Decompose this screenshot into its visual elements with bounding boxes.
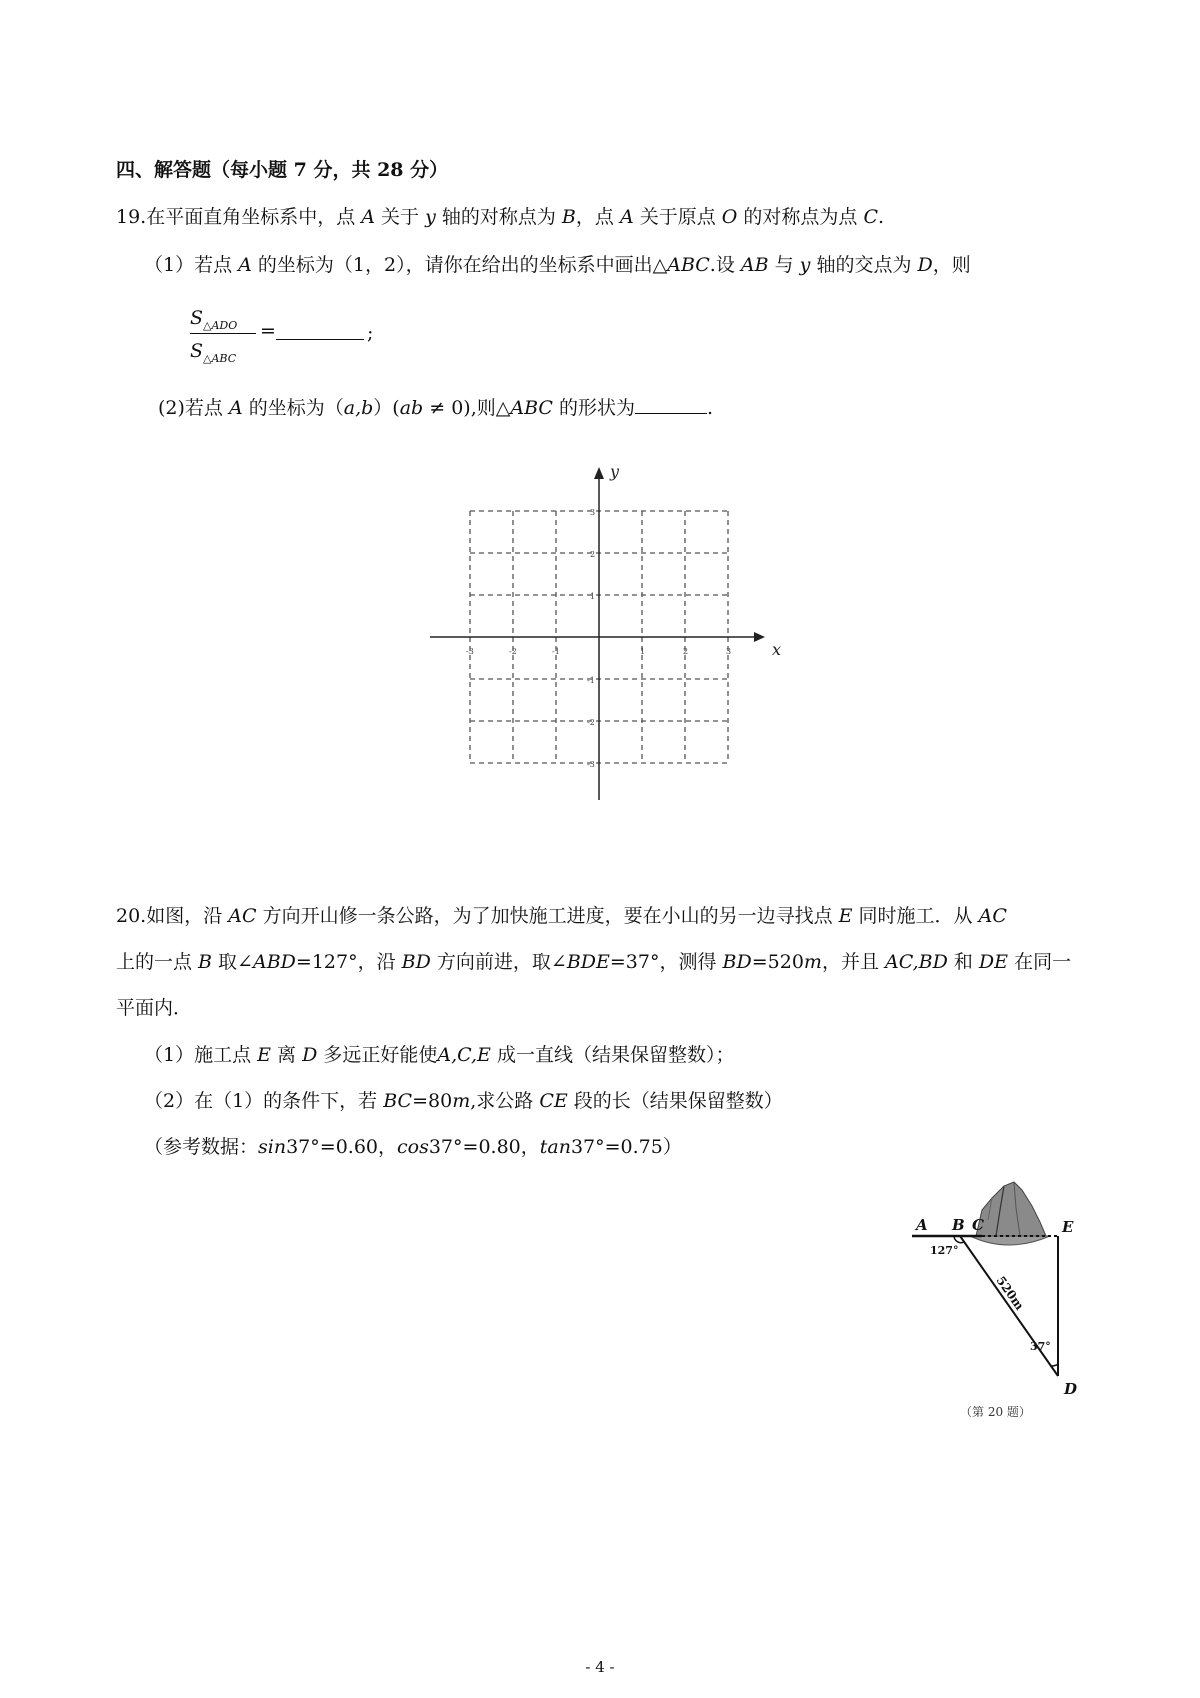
y-axis-arrow [594, 467, 604, 479]
point-b-label: B [952, 1216, 965, 1234]
q20-stem-line-1: 20.如图，沿 AC 方向开山修一条公路，为了加快施工进度，要在小山的另一边寻找点 E 同时施工．从 AC [116, 905, 1007, 927]
x-tick-label: 2 [683, 647, 689, 656]
x-axis-label: x [772, 640, 782, 659]
q19-stem: 19.在平面直角坐标系中，点 A 关于 y 轴的对称点为 B，点 A 关于原点 O 的对称点为点 C. [116, 206, 885, 228]
q20-sub2: （2）在（1）的条件下，若 BC=80m,求公路 CE 段的长（结果保留整数） [144, 1090, 783, 1112]
q20-reference-data: （参考数据：sin37°=0.60，cos37°=0.80，tan37°=0.75） [144, 1136, 682, 1158]
y-tick-label: 2 [590, 550, 596, 559]
length-bd-label: 520m [993, 1273, 1027, 1313]
point-e-label: E [1062, 1218, 1074, 1236]
x-tick-label: -2 [509, 647, 517, 656]
answer-blank-1[interactable] [276, 320, 364, 340]
q20-sub1: （1）施工点 E 离 D 多远正好能使A,C,E 成一直线（结果保留整数）； [144, 1044, 735, 1066]
figure-caption: （第 20 题） [960, 1405, 1031, 1419]
x-tick-label: 3 [726, 647, 732, 656]
coordinate-grid [420, 455, 790, 815]
section-title: 四、解答题（每小题 7 分，共 28 分） [116, 159, 449, 181]
q20-stem-line-3: 平面内． [116, 997, 193, 1019]
line-bd [960, 1236, 1058, 1376]
point-a-label: A [916, 1216, 928, 1234]
fraction-numerator: $S_{\triangle ADO}$ [190, 307, 238, 332]
y-tick-label: 1 [590, 592, 596, 601]
fraction-equals: = [260, 320, 276, 342]
y-tick-label: -3 [587, 760, 595, 769]
y-tick-label: -1 [587, 676, 595, 685]
angle-b-label: 127° [930, 1244, 959, 1257]
answer-blank-2[interactable] [635, 395, 707, 414]
x-tick-label: -3 [466, 647, 474, 656]
angle-d-arc [1051, 1364, 1058, 1366]
y-tick-label: 3 [590, 508, 596, 517]
q20-figure [900, 1170, 1100, 1420]
angle-d-label: 37° [1030, 1340, 1051, 1353]
y-axis-label: y [610, 462, 620, 481]
point-d-label: D [1064, 1380, 1078, 1398]
fraction-bar [190, 333, 256, 334]
x-tick-label: 1 [640, 647, 646, 656]
q19-part2: (2)若点 A 的坐标为（a,b）(ab ≠ 0),则△ABC 的形状为 . [158, 397, 714, 419]
q19-part1: （1）若点 A 的坐标为（1，2），请你在给出的坐标系中画出△ABC.设 AB 与 y 轴的交点为 D，则 [144, 254, 971, 276]
area-ratio-fraction: $S_{\triangle ADO}$ $S_{\triangle ABC}$ = ; [190, 304, 256, 365]
page-number: - 4 - [585, 1658, 615, 1676]
x-tick-label: -1 [552, 647, 560, 656]
point-c-label: C [972, 1216, 984, 1234]
x-axis-arrow [754, 632, 765, 642]
q20-stem-line-2: 上的一点 B 取∠ABD=127°，沿 BD 方向前进，取∠BDE=37°，测得 BD=520m，并且 AC,BD 和 DE 在同一 [116, 951, 1072, 973]
fraction-denominator: $S_{\triangle ABC}$ [190, 340, 237, 365]
y-tick-label: -2 [587, 718, 595, 727]
